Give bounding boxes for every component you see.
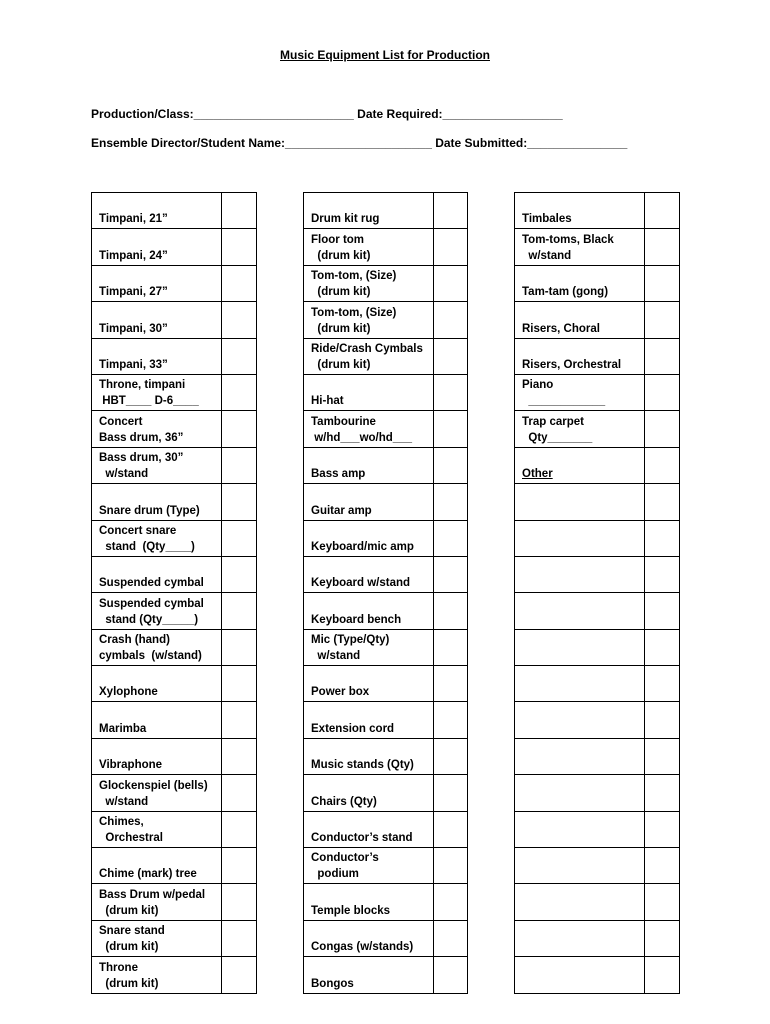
director-date-submitted-line[interactable]: Ensemble Director/Student Name:______________________ Date Submitted:_______________ bbox=[91, 136, 628, 150]
equipment-check-cell[interactable] bbox=[434, 811, 468, 847]
equipment-item-text: Music stands (Qty) bbox=[311, 759, 414, 772]
equipment-row bbox=[304, 556, 468, 592]
equipment-check-cell[interactable] bbox=[222, 556, 257, 592]
equipment-check-cell[interactable] bbox=[222, 775, 257, 811]
equipment-item-label bbox=[92, 848, 222, 884]
equipment-check-cell[interactable] bbox=[645, 374, 680, 410]
equipment-item-label bbox=[304, 556, 434, 592]
equipment-check-cell[interactable] bbox=[222, 374, 257, 410]
equipment-item-text: Chime (mark) tree bbox=[99, 868, 197, 881]
equipment-item-text: Tom-tom, (Size) (drum kit) bbox=[311, 306, 397, 335]
equipment-item-label bbox=[304, 738, 434, 774]
equipment-item-text: Crash (hand) cymbals (w/stand) bbox=[99, 634, 202, 663]
equipment-row bbox=[515, 629, 680, 665]
equipment-item-label bbox=[92, 484, 222, 520]
equipment-row bbox=[304, 738, 468, 774]
equipment-item-text: Keyboard bench bbox=[311, 613, 402, 626]
equipment-item-label bbox=[304, 775, 434, 811]
equipment-row bbox=[304, 520, 468, 556]
equipment-check-cell[interactable] bbox=[222, 666, 257, 702]
equipment-check-cell[interactable] bbox=[645, 520, 680, 556]
equipment-item-label bbox=[92, 447, 222, 483]
equipment-row bbox=[515, 775, 680, 811]
equipment-item-label bbox=[304, 193, 434, 229]
equipment-check-cell[interactable] bbox=[645, 302, 680, 338]
equipment-row bbox=[92, 556, 257, 592]
equipment-row bbox=[515, 811, 680, 847]
equipment-item-label bbox=[92, 593, 222, 629]
equipment-item-label bbox=[304, 302, 434, 338]
equipment-check-cell[interactable] bbox=[222, 411, 257, 447]
equipment-check-cell[interactable] bbox=[222, 738, 257, 774]
equipment-check-cell[interactable] bbox=[645, 193, 680, 229]
equipment-check-cell[interactable] bbox=[222, 520, 257, 556]
equipment-row bbox=[92, 629, 257, 665]
equipment-item-text: Concert snare stand (Qty____) bbox=[99, 524, 195, 553]
equipment-item-text: Xylophone bbox=[99, 686, 158, 699]
equipment-item-label bbox=[304, 629, 434, 665]
equipment-item-label bbox=[92, 229, 222, 265]
equipment-row bbox=[304, 775, 468, 811]
equipment-check-cell[interactable] bbox=[434, 265, 468, 301]
equipment-row bbox=[92, 884, 257, 920]
equipment-item-label bbox=[515, 265, 645, 301]
equipment-check-cell[interactable] bbox=[434, 411, 468, 447]
equipment-item-label bbox=[92, 374, 222, 410]
equipment-check-cell[interactable] bbox=[434, 775, 468, 811]
equipment-item-label bbox=[304, 848, 434, 884]
equipment-item-label bbox=[515, 666, 645, 702]
equipment-item-label bbox=[304, 520, 434, 556]
equipment-row bbox=[92, 593, 257, 629]
equipment-check-cell[interactable] bbox=[645, 593, 680, 629]
production-date-required-line[interactable]: Production/Class:________________________ Date Required:__________________ bbox=[91, 107, 563, 121]
equipment-row bbox=[92, 338, 257, 374]
equipment-check-cell[interactable] bbox=[645, 702, 680, 738]
equipment-item-label bbox=[92, 666, 222, 702]
equipment-item-text: Guitar amp bbox=[311, 504, 372, 517]
equipment-item-label bbox=[304, 811, 434, 847]
equipment-row bbox=[92, 265, 257, 301]
equipment-item-label bbox=[515, 484, 645, 520]
equipment-item-text: Power box bbox=[311, 686, 370, 699]
equipment-item-text: Timpani, 27” bbox=[99, 286, 168, 299]
equipment-column-1 bbox=[91, 192, 257, 994]
equipment-check-cell[interactable] bbox=[222, 702, 257, 738]
equipment-row bbox=[304, 374, 468, 410]
equipment-item-label bbox=[515, 374, 645, 410]
equipment-item-text: Piano ____________ bbox=[522, 379, 606, 408]
equipment-item-text: Glockenspiel (bells) w/stand bbox=[99, 779, 208, 808]
equipment-check-cell[interactable] bbox=[222, 265, 257, 301]
equipment-item-label bbox=[515, 629, 645, 665]
equipment-row bbox=[515, 738, 680, 774]
equipment-item-label bbox=[92, 884, 222, 920]
equipment-item-text: Extension cord bbox=[311, 722, 395, 735]
equipment-row bbox=[304, 629, 468, 665]
equipment-item-label bbox=[92, 411, 222, 447]
equipment-item-text: Timpani, 33” bbox=[99, 358, 168, 371]
equipment-item-label bbox=[304, 484, 434, 520]
equipment-item-label bbox=[304, 957, 434, 993]
equipment-item-text: Bass drum, 30” w/stand bbox=[99, 452, 184, 481]
equipment-check-cell[interactable] bbox=[645, 884, 680, 920]
equipment-row bbox=[92, 411, 257, 447]
equipment-check-cell[interactable] bbox=[222, 229, 257, 265]
equipment-row bbox=[515, 484, 680, 520]
equipment-item-text: Floor tom (drum kit) bbox=[311, 233, 371, 262]
equipment-item-label bbox=[304, 374, 434, 410]
equipment-row bbox=[304, 411, 468, 447]
equipment-check-cell[interactable] bbox=[222, 447, 257, 483]
equipment-item-text: Bass amp bbox=[311, 468, 366, 481]
equipment-item-text: Other bbox=[522, 468, 553, 481]
equipment-check-cell[interactable] bbox=[222, 811, 257, 847]
equipment-item-label bbox=[515, 702, 645, 738]
equipment-item-label bbox=[92, 702, 222, 738]
equipment-item-label bbox=[92, 811, 222, 847]
equipment-row bbox=[304, 593, 468, 629]
equipment-row bbox=[92, 848, 257, 884]
equipment-check-cell[interactable] bbox=[222, 302, 257, 338]
equipment-item-text: Marimba bbox=[99, 722, 147, 735]
equipment-item-text: Concert Bass drum, 36” bbox=[99, 415, 184, 444]
equipment-item-text: Ride/Crash Cymbals (drum kit) bbox=[311, 342, 423, 371]
equipment-item-label bbox=[304, 920, 434, 956]
equipment-check-cell[interactable] bbox=[434, 302, 468, 338]
equipment-row bbox=[515, 338, 680, 374]
equipment-item-label bbox=[515, 193, 645, 229]
equipment-check-cell[interactable] bbox=[645, 447, 680, 483]
equipment-item-label bbox=[515, 848, 645, 884]
equipment-row bbox=[515, 957, 680, 993]
equipment-check-cell[interactable] bbox=[434, 374, 468, 410]
equipment-item-text: Risers, Choral bbox=[522, 322, 600, 335]
equipment-row bbox=[515, 374, 680, 410]
equipment-item-label bbox=[515, 920, 645, 956]
equipment-column-2 bbox=[303, 192, 468, 994]
equipment-row bbox=[92, 193, 257, 229]
equipment-item-text: Throne (drum kit) bbox=[99, 961, 159, 990]
equipment-check-cell[interactable] bbox=[434, 702, 468, 738]
equipment-item-label bbox=[515, 338, 645, 374]
equipment-check-cell[interactable] bbox=[645, 338, 680, 374]
equipment-check-cell[interactable] bbox=[222, 593, 257, 629]
equipment-item-text: Vibraphone bbox=[99, 759, 163, 772]
equipment-check-cell[interactable] bbox=[222, 193, 257, 229]
equipment-check-cell[interactable] bbox=[434, 229, 468, 265]
equipment-row bbox=[92, 775, 257, 811]
equipment-check-cell[interactable] bbox=[434, 520, 468, 556]
page-title: Music Equipment List for Production bbox=[280, 48, 490, 62]
equipment-row bbox=[515, 593, 680, 629]
equipment-row bbox=[92, 920, 257, 956]
equipment-row bbox=[304, 884, 468, 920]
equipment-item-text: Snare stand (drum kit) bbox=[99, 925, 165, 954]
equipment-item-label bbox=[304, 702, 434, 738]
equipment-check-cell[interactable] bbox=[645, 666, 680, 702]
equipment-item-label bbox=[92, 738, 222, 774]
equipment-item-label bbox=[92, 193, 222, 229]
equipment-row bbox=[92, 666, 257, 702]
equipment-row bbox=[304, 447, 468, 483]
equipment-item-label bbox=[92, 556, 222, 592]
equipment-item-label bbox=[515, 811, 645, 847]
equipment-row bbox=[304, 229, 468, 265]
equipment-item-text: Timbales bbox=[522, 213, 572, 226]
equipment-check-cell[interactable] bbox=[434, 629, 468, 665]
equipment-check-cell[interactable] bbox=[434, 338, 468, 374]
equipment-row bbox=[515, 920, 680, 956]
equipment-item-label bbox=[515, 593, 645, 629]
equipment-check-cell[interactable] bbox=[645, 920, 680, 956]
equipment-item-text: Bass Drum w/pedal (drum kit) bbox=[99, 888, 206, 917]
equipment-item-label bbox=[515, 520, 645, 556]
equipment-check-cell[interactable] bbox=[645, 556, 680, 592]
equipment-check-cell[interactable] bbox=[434, 556, 468, 592]
equipment-item-label bbox=[92, 338, 222, 374]
equipment-check-cell[interactable] bbox=[434, 884, 468, 920]
equipment-column-3 bbox=[514, 192, 680, 994]
equipment-item-label bbox=[304, 265, 434, 301]
equipment-check-cell[interactable] bbox=[222, 884, 257, 920]
equipment-row bbox=[515, 884, 680, 920]
equipment-row bbox=[515, 193, 680, 229]
equipment-item-text: Tom-tom, (Size) (drum kit) bbox=[311, 270, 397, 299]
equipment-item-text: Conductor’s podium bbox=[311, 852, 379, 881]
equipment-check-cell[interactable] bbox=[434, 193, 468, 229]
equipment-check-cell[interactable] bbox=[645, 629, 680, 665]
equipment-row bbox=[515, 229, 680, 265]
equipment-item-text: Chimes, Orchestral bbox=[99, 816, 163, 845]
equipment-row bbox=[515, 702, 680, 738]
equipment-row bbox=[515, 520, 680, 556]
equipment-row bbox=[304, 920, 468, 956]
equipment-row bbox=[92, 447, 257, 483]
equipment-item-label bbox=[92, 920, 222, 956]
equipment-item-label bbox=[304, 229, 434, 265]
equipment-check-cell[interactable] bbox=[645, 411, 680, 447]
equipment-item-text: Keyboard w/stand bbox=[311, 577, 411, 590]
equipment-check-cell[interactable] bbox=[434, 447, 468, 483]
equipment-check-cell[interactable] bbox=[645, 957, 680, 993]
equipment-check-cell[interactable] bbox=[434, 593, 468, 629]
equipment-check-cell[interactable] bbox=[222, 484, 257, 520]
equipment-item-label bbox=[515, 957, 645, 993]
equipment-row bbox=[92, 302, 257, 338]
equipment-row bbox=[304, 265, 468, 301]
equipment-item-label bbox=[92, 265, 222, 301]
equipment-item-label bbox=[304, 593, 434, 629]
equipment-row bbox=[304, 702, 468, 738]
equipment-item-label bbox=[515, 884, 645, 920]
equipment-check-cell[interactable] bbox=[645, 848, 680, 884]
equipment-item-label bbox=[515, 411, 645, 447]
equipment-row bbox=[92, 738, 257, 774]
equipment-check-cell[interactable] bbox=[222, 848, 257, 884]
equipment-row bbox=[515, 556, 680, 592]
equipment-item-text: Timpani, 21” bbox=[99, 213, 168, 226]
equipment-item-text: Throne, timpani HBT____ D-6____ bbox=[99, 379, 199, 408]
equipment-check-cell[interactable] bbox=[645, 229, 680, 265]
equipment-item-label bbox=[92, 302, 222, 338]
equipment-row bbox=[304, 848, 468, 884]
equipment-item-label bbox=[304, 447, 434, 483]
equipment-item-text: Tambourine w/hd___wo/hd___ bbox=[311, 415, 412, 444]
equipment-row bbox=[304, 193, 468, 229]
equipment-item-label bbox=[515, 447, 645, 483]
equipment-row bbox=[304, 666, 468, 702]
equipment-item-label bbox=[92, 629, 222, 665]
equipment-row bbox=[515, 265, 680, 301]
equipment-row bbox=[304, 811, 468, 847]
equipment-row bbox=[515, 666, 680, 702]
equipment-row bbox=[304, 484, 468, 520]
equipment-item-text: Tam-tam (gong) bbox=[522, 286, 609, 299]
equipment-item-label bbox=[92, 520, 222, 556]
equipment-item-text: Suspended cymbal bbox=[99, 577, 204, 590]
equipment-item-text: Drum kit rug bbox=[311, 213, 380, 226]
equipment-check-cell[interactable] bbox=[645, 738, 680, 774]
equipment-check-cell[interactable] bbox=[222, 957, 257, 993]
equipment-check-cell[interactable] bbox=[434, 957, 468, 993]
equipment-item-text: Temple blocks bbox=[311, 904, 391, 917]
equipment-row bbox=[304, 338, 468, 374]
equipment-item-text: Mic (Type/Qty) w/stand bbox=[311, 634, 390, 663]
equipment-item-text: Keyboard/mic amp bbox=[311, 540, 414, 553]
equipment-item-text: Tom-toms, Black w/stand bbox=[522, 233, 614, 262]
equipment-item-label bbox=[304, 338, 434, 374]
equipment-row bbox=[304, 957, 468, 993]
equipment-item-text: Risers, Orchestral bbox=[522, 358, 622, 371]
equipment-item-text: Chairs (Qty) bbox=[311, 795, 377, 808]
equipment-check-cell[interactable] bbox=[222, 920, 257, 956]
equipment-check-cell[interactable] bbox=[434, 920, 468, 956]
equipment-row bbox=[304, 302, 468, 338]
equipment-check-cell[interactable] bbox=[434, 848, 468, 884]
equipment-item-text: Timpani, 24” bbox=[99, 249, 168, 262]
equipment-item-text: Conductor’s stand bbox=[311, 832, 413, 845]
equipment-check-cell[interactable] bbox=[645, 265, 680, 301]
equipment-item-label bbox=[515, 302, 645, 338]
equipment-item-text: Timpani, 30” bbox=[99, 322, 168, 335]
equipment-check-cell[interactable] bbox=[434, 484, 468, 520]
equipment-item-label bbox=[515, 556, 645, 592]
equipment-row bbox=[92, 702, 257, 738]
equipment-row bbox=[515, 447, 680, 483]
equipment-row bbox=[515, 302, 680, 338]
equipment-item-text: Suspended cymbal stand (Qty_____) bbox=[99, 597, 204, 626]
equipment-check-cell[interactable] bbox=[645, 775, 680, 811]
equipment-check-cell[interactable] bbox=[645, 484, 680, 520]
equipment-item-label bbox=[304, 666, 434, 702]
equipment-item-text: Hi-hat bbox=[311, 395, 344, 408]
equipment-item-text: Congas (w/stands) bbox=[311, 941, 414, 954]
equipment-row bbox=[515, 411, 680, 447]
equipment-row bbox=[92, 811, 257, 847]
equipment-item-label bbox=[515, 775, 645, 811]
equipment-item-label bbox=[92, 775, 222, 811]
equipment-item-label bbox=[304, 411, 434, 447]
equipment-item-text: Bongos bbox=[311, 977, 354, 990]
equipment-item-label bbox=[92, 957, 222, 993]
equipment-row bbox=[92, 484, 257, 520]
equipment-item-text: Trap carpet Qty_______ bbox=[522, 415, 593, 444]
equipment-row bbox=[92, 957, 257, 993]
equipment-check-cell[interactable] bbox=[645, 811, 680, 847]
equipment-item-text: Snare drum (Type) bbox=[99, 504, 200, 517]
equipment-row bbox=[92, 374, 257, 410]
equipment-item-label bbox=[515, 229, 645, 265]
equipment-check-cell[interactable] bbox=[434, 666, 468, 702]
equipment-check-cell[interactable] bbox=[222, 629, 257, 665]
equipment-row bbox=[92, 229, 257, 265]
equipment-check-cell[interactable] bbox=[434, 738, 468, 774]
equipment-row bbox=[92, 520, 257, 556]
equipment-item-label bbox=[304, 884, 434, 920]
equipment-item-label bbox=[515, 738, 645, 774]
equipment-row bbox=[515, 848, 680, 884]
equipment-check-cell[interactable] bbox=[222, 338, 257, 374]
